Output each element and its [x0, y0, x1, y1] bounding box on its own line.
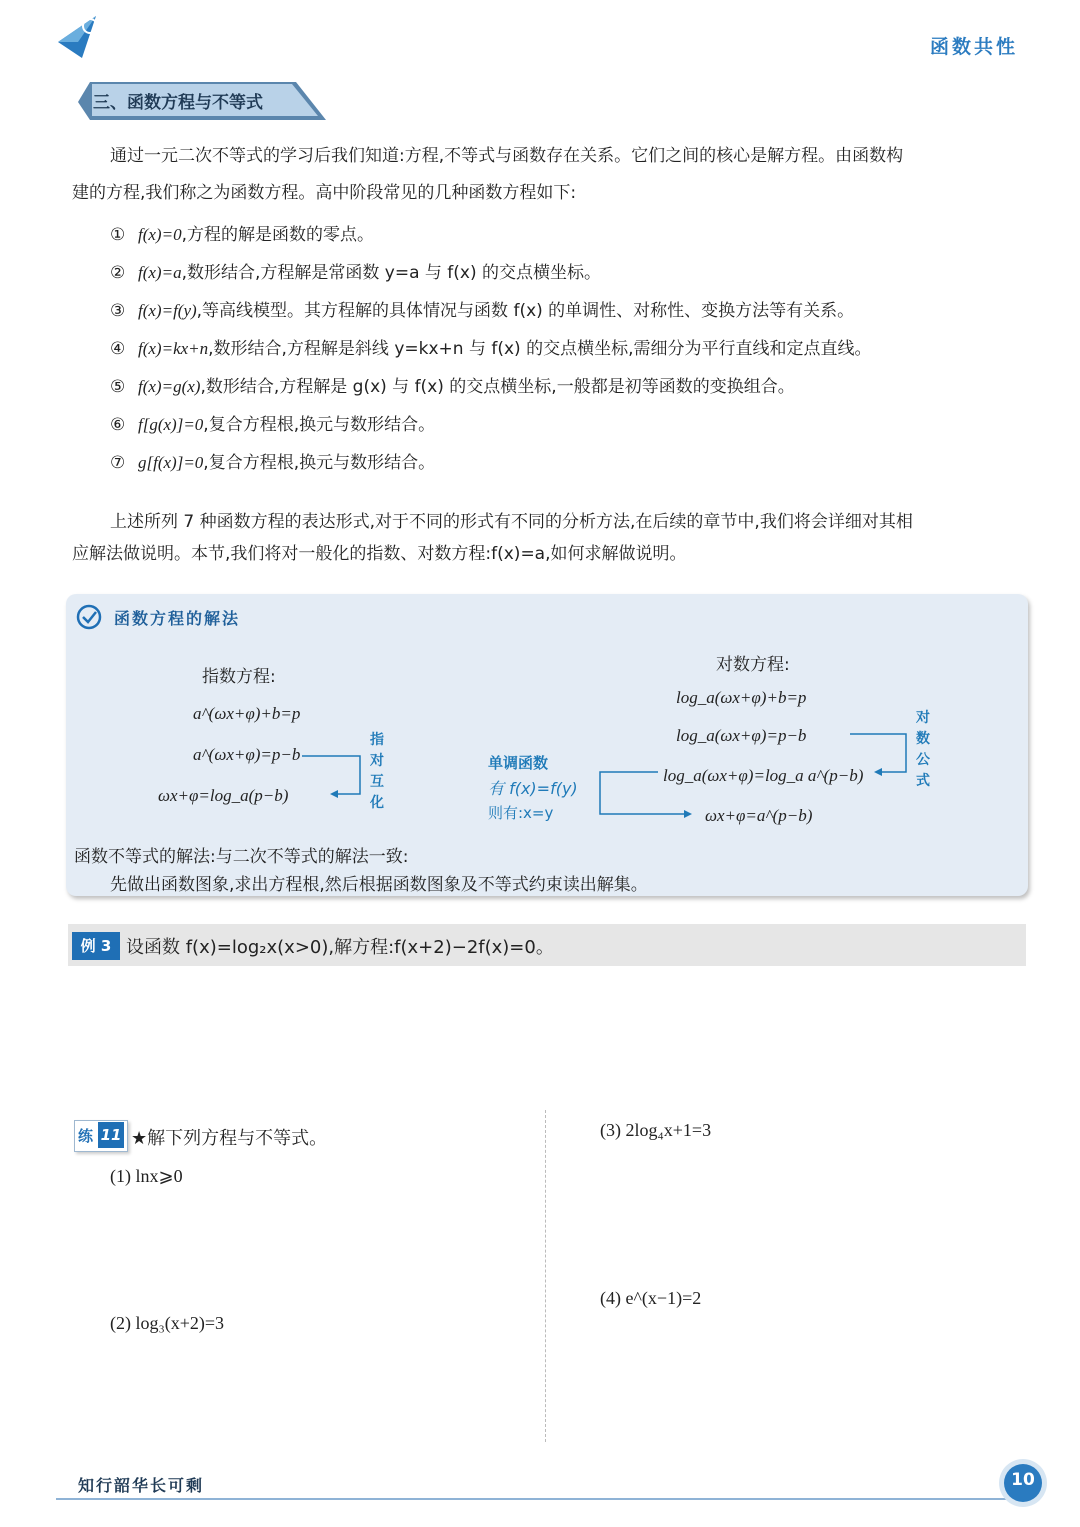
- page-number: 10: [1011, 1470, 1035, 1490]
- example-text: 设函数 f(x)=log₂x(x>0),解方程:f(x+2)−2f(x)=0。: [126, 937, 554, 958]
- list-item: ⑦ g[f(x)]=0,复合方程根,换元与数形结合。: [110, 453, 436, 473]
- summary-line-2: 应解法做说明。本节,我们将对一般化的指数、对数方程:f(x)=a,如何求解做说明。: [72, 544, 687, 564]
- practice-tag-number: 11: [98, 1122, 124, 1148]
- practice-tag-label: 练: [78, 1127, 94, 1145]
- list-item: ③ f(x)=f(y),等高线模型。其方程解的具体情况与函数 f(x) 的单调性、对称性、变换方法等有关系。: [110, 301, 855, 321]
- practice-item-4: (4) e^(x−1)=2: [600, 1288, 702, 1308]
- practice-item-3: (3) 2log₄x+1=3: [600, 1120, 712, 1140]
- log-side-label: 对数公式: [916, 710, 930, 789]
- practice-heading: ★解下列方程与不等式。: [131, 1128, 328, 1149]
- exp-equation-3: ωx+φ=log_a(p−b): [158, 786, 289, 805]
- check-circle-icon: [76, 604, 102, 630]
- footer-line: [56, 1498, 1016, 1500]
- inequality-line-2: 先做出函数图象,求出方程根,然后根据函数图象及不等式约束读出解集。: [110, 875, 648, 895]
- topic-label: 函数共性: [929, 36, 1018, 58]
- intro-paragraph: [72, 138, 1020, 212]
- exp-equation-2: a^(ωx+φ)=p−b: [193, 745, 301, 764]
- log-equation-4: ωx+φ=a^(p−b): [705, 806, 813, 825]
- inequality-line-1: 函数不等式的解法:与二次不等式的解法一致:: [74, 847, 409, 867]
- practice-item-2: (2) log₃(x+2)=3: [110, 1313, 225, 1333]
- exp-arrow: [300, 750, 370, 800]
- intro-line-1: 通过一元二次不等式的学习后我们知道:方程,不等式与函数存在关系。它们之间的核心是解方程。由函数构: [110, 146, 904, 166]
- exp-heading: 指数方程:: [202, 667, 276, 687]
- mono-line-2: 有 f(x)=f(y): [488, 779, 578, 798]
- summary-paragraph: [72, 506, 1020, 570]
- log-equation-1: log_a(ωx+φ)+b=p: [676, 688, 807, 707]
- section-title: 三、函数方程与不等式: [93, 93, 263, 113]
- logo-icon: [52, 12, 104, 64]
- list-item: ② f(x)=a,数形结合,方程解是常函数 y=a 与 f(x) 的交点横坐标。: [110, 263, 602, 283]
- list-item: ④ f(x)=kx+n,数形结合,方程解是斜线 y=kx+n 与 f(x) 的交点横坐标,需细分为平行直线和定点直线。: [110, 339, 872, 359]
- summary-line-1: 上述所列 7 种函数方程的表达形式,对于不同的形式有不同的分析方法,在后续的章节中,我们将会详细对其相: [110, 512, 913, 532]
- exp-equation-1: a^(ωx+φ)+b=p: [193, 704, 301, 723]
- log-equation-2: log_a(ωx+φ)=p−b: [676, 726, 807, 745]
- column-divider: [545, 1110, 546, 1442]
- list-item: ① f(x)=0,方程的解是函数的零点。: [110, 225, 374, 245]
- example-tag: 例 3: [72, 932, 120, 960]
- footer-motto: 知行韶华长可剩: [78, 1476, 205, 1495]
- list-item: ⑤ f(x)=g(x),数形结合,方程解是 g(x) 与 f(x) 的交点横坐标,一般都是初等函数的变换组合。: [110, 377, 795, 397]
- log-equation-3: log_a(ωx+φ)=log_a a^(p−b): [663, 766, 864, 785]
- mono-line-1: 单调函数: [488, 754, 549, 772]
- log-heading: 对数方程:: [716, 655, 790, 675]
- list-item: ⑥ f[g(x)]=0,复合方程根,换元与数形结合。: [110, 415, 436, 435]
- mono-line-3: 则有:x=y: [488, 804, 554, 822]
- intro-line-2: 建的方程,我们称之为函数方程。高中阶段常见的几种函数方程如下:: [72, 183, 577, 203]
- log-arrow: [848, 730, 912, 780]
- method-box-title: 函数方程的解法: [114, 609, 241, 628]
- exp-side-label: 指对互化: [370, 732, 384, 811]
- practice-item-1: (1) lnx⩾0: [110, 1166, 183, 1186]
